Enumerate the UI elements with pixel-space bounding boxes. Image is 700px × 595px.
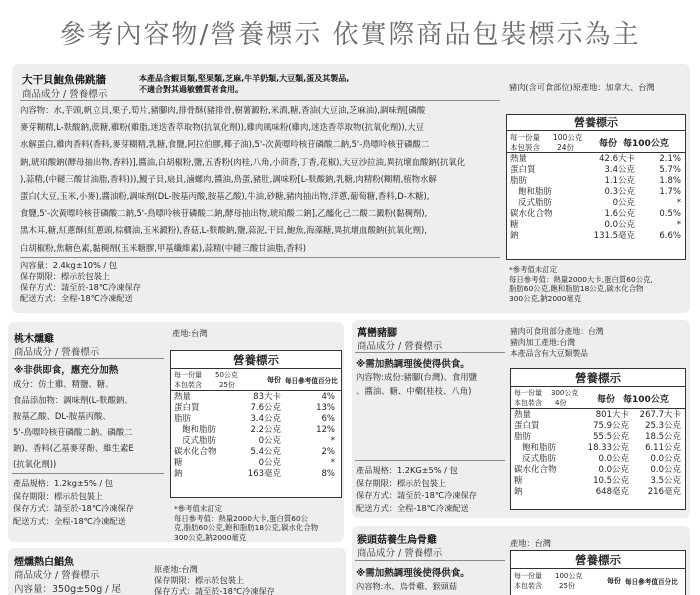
nutrition-row (171, 458, 341, 469)
product-card-smoked-pomfret (8, 548, 346, 595)
nutrition-table (506, 114, 686, 260)
ingredients-line: 鈉,琥珀酸鈉(酵母抽出物,香料)],醬油,白胡椒粉,鹽,五香粉(肉桂,八角,小茴香,丁香,花椒),大豆沙拉油,異抗壞血酸鈉(抗氧化 (20, 156, 466, 167)
product-specs (13, 477, 134, 527)
ingredients-line: 食品添加物：調味劑(L-麩酸鈉、 (13, 395, 133, 405)
ingredients-line: 5'-鳥嘌呤核苷磷酸二鈉、磷酸二 (13, 427, 133, 437)
nutrient-amount: 0.0公克 (598, 454, 629, 464)
footnote-line: 克,脂肪60公克,飽和脂肪18公克,碳水化合物 (174, 523, 319, 532)
ingredients-line: 白胡椒粉,焦糖色素,黏稠劑(玉米糖膠,甲基纖維素),蒜精(中鏈三酸甘油脂,香料) (20, 242, 307, 253)
footnote-line: 300公克,鈉2000毫克 (174, 532, 247, 542)
nutrient-name: 脂肪 (514, 432, 532, 442)
spec-line: 內容量：2.4kg±10% / 包 (20, 260, 117, 270)
nutrient-amount: 75.9公克 (593, 421, 629, 431)
pack-label: 本包裝含 (174, 381, 202, 389)
spec-line: 保存方式：請至於-18℃冷凍保存 (356, 490, 477, 500)
nutrient-amount: 83大卡 (253, 392, 281, 402)
nutrient-percent: 6.6% (659, 231, 681, 241)
ingredients-line: 黑木耳,糖,紅蔥酥(紅蔥頭,棕櫚油,玉米澱粉),香菇,L-麩酸鈉,鹽,蒜泥,干貝,鮑魚,海藻糖,異抗壞血酸鈉(抗氧化劑), (20, 225, 427, 236)
nutrient-per-100g: 25.3公克 (645, 421, 681, 431)
nutrient-amount: 3.4公克 (250, 414, 281, 424)
spec-line: 保存期限：標示於包裝上 (356, 477, 447, 488)
serving-value: 100公克 (555, 572, 583, 580)
ingredients-line: 麥芽糊精,L-麩酸鈉,蔗糖,雞粉(雞脂,迷迭香萃取物(抗氧化劑)),雞肉風味粉(雞肉,迷迭香萃取物(抗氧化劑)),大豆 (20, 122, 425, 133)
divider (355, 560, 505, 561)
nutrient-percent: 13% (316, 403, 335, 413)
product-subtitle: 商品成分 / 營養標示 (357, 548, 443, 559)
nutrient-percent: 1.8% (659, 176, 681, 186)
ingredients-text (13, 376, 134, 472)
nutrition-row (507, 198, 685, 209)
spec-line: 保存方式：請至於-18℃冷凍保存 (20, 282, 141, 292)
origin-text: 產地：台灣 (510, 538, 551, 548)
nutrition-serving (511, 569, 685, 593)
nutrient-name: 脂肪 (510, 176, 528, 186)
nutrition-row (171, 436, 341, 447)
nutrient-amount: 1.1公克 (604, 176, 635, 186)
product-subtitle: 商品成分 / 營養標示 (14, 570, 100, 581)
product-name: 桃木燻雞 (14, 334, 54, 345)
ingredients-line: 內容物：水,芋頭,帆立貝,栗子,筍片,豬腳肉,排骨酥(豬排骨,樹薯澱粉,米酒,糖,香油(大豆油,芝麻油),調味劑[磷酸 (20, 105, 426, 115)
nutrient-percent: 2.1% (659, 154, 681, 164)
nutrition-row (511, 465, 685, 476)
nutrient-name: 碳水化合物 (514, 465, 557, 475)
nutrient-percent: 12% (316, 425, 335, 435)
nutrition-row (507, 154, 685, 165)
nutrient-name: 蛋白質 (510, 165, 536, 175)
nutrient-name: 反式脂肪 (522, 454, 557, 464)
nutrient-per-100g: 216毫克 (647, 487, 681, 497)
page-headline: 參考內容物/營養標示 依實際商品包裝標示為主 (59, 20, 641, 50)
nutrient-amount: 648毫克 (595, 487, 629, 497)
product-name: 萬巒豬腳 (357, 328, 397, 339)
nutrient-amount: 7.6公克 (250, 403, 281, 413)
nutrition-title: 營養標示 (511, 369, 685, 387)
nutrient-amount: 18.33公克 (587, 443, 629, 453)
product-card-monkey-head-chicken (352, 526, 690, 595)
nutrient-percent: * (676, 198, 681, 208)
nutrition-rows (171, 391, 341, 480)
nutrition-table (510, 368, 686, 510)
nutrient-name: 碳水化合物 (174, 447, 217, 457)
ingredients-line: 水解蛋白,雞肉香料(香料,麥芽糊精,乳糖,食鹽,阿拉伯膠,椰子油),5'-次黃嘌呤核苷磷酸二鈉,5'-鳥嘌呤核苷磷酸二 (20, 139, 430, 150)
nutrient-name: 鈉 (514, 487, 523, 497)
per-serving-label: 每份 (267, 376, 281, 384)
ingredients-line: 成分：仿土雞、精鹽、糖、 (13, 379, 114, 389)
heating-warning: ※需加熱調理後使得供食。 (356, 359, 470, 370)
product-specs (20, 260, 141, 304)
ingredients-line: 、醬油、糖、中藥(桂枝、八角) (356, 386, 472, 396)
nutrient-percent: 6% (321, 414, 335, 424)
serving-label: 每一份量 (174, 371, 202, 379)
spec-line: 保存期限：標示於包裝上 (13, 490, 104, 501)
nutrient-amount: 0公克 (612, 198, 635, 208)
nutrition-rows (507, 153, 685, 242)
per-100g-label: 每100公克 (623, 395, 669, 405)
nutrient-name: 糖 (514, 476, 523, 486)
spec-line: 保存方式：請至於-18℃冷凍保存 (154, 586, 275, 595)
product-subtitle: 商品成分 / 營養標示 (357, 341, 443, 352)
nutrition-row (171, 392, 341, 403)
nutrient-per-100g: 18.5公克 (645, 432, 681, 442)
allergen-warning-line-1: 本產品含蝦貝類,堅果類,芝麻,牛羊奶類,大豆類,蛋及其製品, (139, 74, 350, 83)
product-card-smoked-chicken (8, 322, 344, 542)
origin-text: 產地:台灣 (172, 328, 208, 338)
spec-line: 配送方式：全程-18℃冷凍配送 (356, 502, 469, 513)
ingredients-line: 胺基乙酸、DL-胺基丙酸、 (13, 411, 111, 421)
spec-line: 保存期限：標示於包裝上 (20, 271, 111, 281)
nutrient-name: 熱量 (174, 392, 192, 402)
nutrient-amount: 0公克 (258, 436, 281, 446)
nutrient-amount: 0.3公克 (604, 187, 635, 197)
nutrition-row (171, 469, 341, 480)
nutrient-percent: 8% (321, 469, 335, 479)
daily-value-label: 每日參考值百分比 (625, 578, 678, 586)
origin-line: 豬肉可食用部分產地：台灣 (510, 327, 604, 336)
nutrient-per-100g: 0.0公克 (650, 454, 681, 464)
allergen-warning-line-2: 不適合對其過敏體質者食用。 (139, 85, 243, 94)
nutrient-name: 熱量 (510, 154, 528, 164)
footnote-line: 每日參考值：熱量2000大卡,蛋白質60公克, (509, 274, 653, 284)
ingredients-text (356, 370, 477, 398)
product-subtitle: 商品成分 / 營養標示 (14, 347, 100, 358)
nutrient-amount: 42.6大卡 (599, 154, 635, 164)
pack-label: 本包裝含 (514, 582, 542, 590)
spec-line: 配送方式：全程-18℃冷凍配送 (20, 293, 133, 303)
nutrition-title: 營養標示 (507, 115, 685, 131)
nutrient-name: 糖 (174, 458, 183, 468)
nutrient-name: 飽和脂肪 (518, 187, 553, 197)
nutrient-name: 蛋白質 (174, 403, 200, 413)
nutrient-amount: 55.5公克 (593, 432, 629, 442)
product-card-pork-knuckle (352, 320, 690, 518)
nutrient-amount: 10.5公克 (593, 476, 629, 486)
serving-value: 300公克 (551, 389, 579, 397)
heating-warning: ※需加熱調理後使得供食。 (356, 568, 470, 579)
nutrient-amount: 0公克 (258, 458, 281, 468)
nutrient-amount: 2.2公克 (250, 425, 281, 435)
serving-label: 每一份量 (510, 133, 540, 142)
nutrient-amount: 131.5毫克 (593, 231, 635, 241)
nutrition-title: 營養標示 (511, 551, 685, 569)
nutrient-percent: * (676, 220, 681, 230)
footnote-line: 脂肪60公克,飽和脂肪18公克,碳水化合物 (509, 284, 644, 293)
heating-warning: ※非供即食，應充分加熱 (14, 365, 119, 376)
ingredients-line: (抗氧化劑)) (13, 459, 57, 469)
pack-value: 25份 (559, 582, 575, 590)
nutrition-serving (507, 131, 685, 153)
per-100g-label: 每100公克 (623, 139, 669, 149)
nutrition-row (507, 165, 685, 176)
nutrient-amount: 163毫克 (247, 469, 281, 479)
pack-label: 本包裝含 (510, 143, 540, 152)
nutrient-name: 飽和脂肪 (522, 443, 557, 453)
nutrition-serving (171, 369, 341, 391)
per-serving-label: 每份 (599, 139, 618, 149)
nutrient-per-100g: 267.7大卡 (639, 410, 681, 420)
nutrient-name: 糖 (510, 220, 519, 230)
nutrient-per-100g: 6.11公克 (645, 443, 681, 453)
nutrition-row (511, 410, 685, 421)
nutrient-percent: 4% (321, 392, 335, 402)
per-serving-label: 每份 (607, 577, 621, 585)
ingredients-text (20, 102, 510, 257)
nutrient-name: 鈉 (174, 469, 183, 479)
nutrient-percent: 5.7% (659, 165, 681, 175)
nutrient-percent: * (330, 436, 335, 446)
footnote-line: 每日參考值：熱量2000大卡,蛋白質60公 (174, 513, 309, 523)
nutrition-row (171, 403, 341, 414)
divider (20, 257, 500, 258)
nutrient-name: 反式脂肪 (518, 198, 553, 208)
ingredients-text: 內容物:水、烏骨雞、猴頭菇 (356, 581, 458, 591)
product-name: 猴頭菇養生烏骨雞 (357, 535, 437, 546)
spec-line: 產品規格：1.2kg±5% / 包 (13, 478, 113, 488)
nutrition-row (511, 443, 685, 454)
nutrient-name: 鈉 (510, 231, 519, 241)
nutrition-row (511, 487, 685, 498)
per-serving-label: 每份 (597, 395, 616, 405)
serving-value: 50公克 (215, 371, 238, 379)
product-name: 煙燻熱白鯧魚 (14, 557, 74, 568)
nutrient-per-100g: 0.0公克 (650, 465, 681, 475)
nutrient-amount: 801大卡 (595, 410, 629, 420)
allergen-warning (139, 73, 349, 95)
nutrition-serving (511, 387, 685, 409)
product-card-buddha-jumps (12, 64, 690, 313)
ingredients-line: 蛋白(大豆,玉米,小麥),醬油粉,調味劑(DL-胺基丙酸,胺基乙酸),牛油,砂糖,豬肉抽出物,洋蔥,葡萄糖,香料,D-木糖), (20, 191, 430, 202)
nutrient-amount: 0.0公克 (604, 220, 635, 230)
spec-line: 保存期限：標示於包裝上 (154, 575, 245, 585)
ingredients-line: ),蒜精,(中鏈三酸甘油脂,香料))),鰻子貝,扇貝,滷螺肉,醬油,鳥蛋,豬肚,調味粉[L-麩酸鈉,乳糖,肉精粉(糊精,植物水解 (20, 173, 437, 184)
divider (12, 473, 164, 474)
nutrition-rows (511, 409, 685, 498)
ingredients-line: 內容物:成份:豬腳(台灣)、食用鹽 (356, 372, 478, 382)
pack-value: 25份 (219, 381, 235, 389)
nutrition-row (171, 425, 341, 436)
spec-line: 配送方式：全程-18℃冷凍配送 (13, 515, 126, 526)
nutrient-amount: 5.4公克 (250, 447, 281, 457)
serving-value: 100公克 (553, 133, 583, 142)
nutrient-name: 脂肪 (174, 414, 192, 424)
nutrient-name: 反式脂肪 (182, 436, 217, 446)
content-amount: 內容量：350g±50g / 尾 (14, 584, 121, 595)
nutrient-name: 飽和脂肪 (182, 425, 217, 435)
product-name: 大干貝鮑魚佛跳牆 (22, 74, 106, 86)
footnote-line: *參考值未訂定 (174, 504, 223, 513)
nutrient-name: 熱量 (514, 410, 532, 420)
origin-text: 豬肉(含可食部位)原產地：加拿大、台灣 (509, 82, 655, 92)
divider (355, 460, 505, 461)
nutrient-name: 蛋白質 (514, 421, 540, 431)
nutrition-footnote (174, 504, 318, 542)
nutrition-table (510, 550, 686, 595)
nutrition-row (511, 476, 685, 487)
divider (20, 100, 500, 101)
origin-text (510, 326, 604, 359)
nutrition-row (507, 209, 685, 220)
nutrition-table (170, 350, 342, 498)
origin-line: 豬肉加工產地:台灣 (510, 338, 576, 347)
product-subtitle: 商品成分 / 營養標示 (22, 89, 108, 100)
product-specs (154, 564, 275, 595)
nutrient-per-100g: 3.5公克 (650, 476, 681, 486)
nutrition-footnote (509, 265, 653, 303)
nutrient-percent: 0.5% (659, 209, 681, 219)
origin-line: 本產品含有大豆類製品 (510, 349, 588, 358)
nutrition-row (511, 421, 685, 432)
footnote-line: 300公克,鈉2000毫克 (509, 293, 582, 303)
nutrition-row (171, 447, 341, 458)
pack-label: 本包裝含 (514, 399, 542, 407)
nutrient-amount: 1.6公克 (604, 209, 635, 219)
nutrition-row (507, 220, 685, 231)
divider (355, 352, 505, 353)
nutrition-row (507, 187, 685, 198)
nutrition-row (511, 432, 685, 443)
ingredients-line: 食鹽,5'-次黃嘌呤核苷磷酸二鈉,5'-鳥嘌呤核苷磷酸二鈉,酵母抽出物,琥珀酸二鈉],乙醯化己二酸二澱粉(黏稠劑), (20, 208, 428, 219)
serving-label: 每一份量 (514, 389, 542, 397)
nutrient-amount: 0.0公克 (598, 465, 629, 475)
nutrient-percent: 2% (321, 447, 335, 457)
nutrient-percent: * (330, 458, 335, 468)
nutrient-amount: 3.4公克 (604, 165, 635, 175)
spec-line: 原產地:台灣 (154, 564, 198, 574)
nutrition-row (507, 231, 685, 242)
nutrient-percent: 1.7% (659, 187, 681, 197)
pack-value: 24份 (557, 143, 575, 152)
serving-label: 每一份量 (514, 572, 542, 580)
ingredients-line: 鈉)、香料(乙基麥芽酚、維生素E (13, 443, 134, 453)
nutrition-row (171, 414, 341, 425)
nutrition-title: 營養標示 (171, 351, 341, 369)
nutrition-row (507, 176, 685, 187)
nutrition-row (511, 454, 685, 465)
product-specs (356, 464, 477, 514)
daily-value-label: 每日參考值百分比 (285, 377, 338, 385)
divider (12, 358, 164, 359)
spec-line: 保存方式：請至於-18℃冷凍保存 (13, 503, 134, 513)
footnote-line: *參考值未訂定 (509, 265, 558, 274)
nutrient-name: 碳水化合物 (510, 209, 553, 219)
spec-line: 產品規格：1.2KG±5% / 包 (356, 465, 458, 475)
pack-value: 4份 (555, 399, 567, 407)
